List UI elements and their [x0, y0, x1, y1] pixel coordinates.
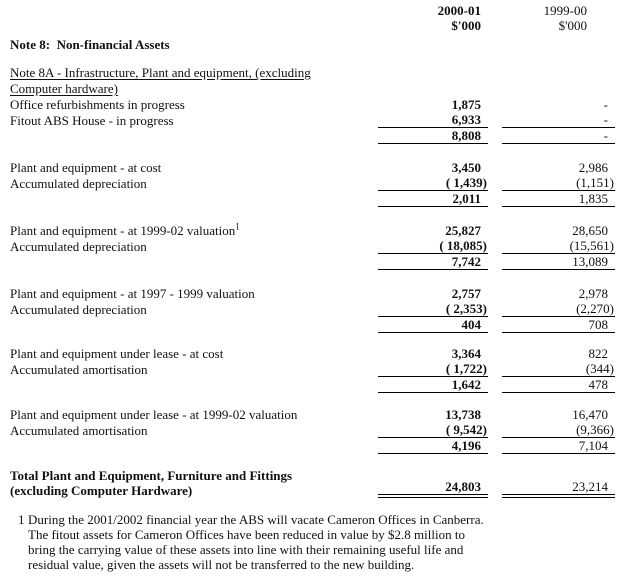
- value-2000-01: ( 18,085): [378, 238, 488, 254]
- subtotal-row: [10, 438, 615, 454]
- value-1999-00: 2,986: [578, 160, 608, 175]
- value-2000-01: 3,364: [451, 346, 481, 361]
- subtotal-2000-01: 2,011: [378, 191, 488, 207]
- row-label: Accumulated amortisation: [10, 423, 148, 438]
- value-1999-00: -: [502, 112, 615, 128]
- table-row: [10, 175, 615, 191]
- footnote-line: bring the carrying value of these assets into line with their remaining useful life and: [28, 542, 464, 557]
- table-row: [10, 422, 615, 438]
- grand-total-1999-00: 23,214: [502, 479, 615, 498]
- value-2000-01: 25,827: [445, 223, 481, 238]
- row-label: Plant and equipment under lease - at cost: [10, 346, 224, 361]
- value-2000-01: 1,875: [451, 97, 481, 112]
- value-1999-00: 822: [588, 346, 608, 361]
- spacer: [10, 333, 615, 346]
- table-row: [10, 361, 615, 377]
- row-label: [10, 223, 378, 238]
- column-header-2000-01: 2000-01: [437, 3, 481, 18]
- spacer: [10, 498, 615, 512]
- footnote-line: The fitout assets for Cameron Offices have been reduced in value by $2.8 million to: [28, 527, 465, 542]
- grand-total-row: [10, 468, 615, 498]
- subnote-heading-line2: Computer hardware): [10, 81, 118, 96]
- grand-total-label: [10, 468, 378, 498]
- table-row: [10, 223, 615, 238]
- row-label: Plant and equipment - at 1997 - 1999 valuation: [10, 286, 255, 301]
- subtotal-2000-01: 4,196: [378, 438, 488, 454]
- value-1999-00: (344): [502, 361, 615, 377]
- row-label: Accumulated amortisation: [10, 362, 148, 377]
- subtotal-row: [10, 254, 615, 270]
- subtotal-1999-00: -: [502, 128, 615, 144]
- value-2000-01: ( 9,542): [378, 422, 488, 438]
- column-unit-1999-00: $'000: [558, 18, 587, 33]
- subtotal-1999-00: 708: [502, 317, 615, 333]
- value-1999-00: 2,978: [578, 286, 608, 301]
- value-2000-01: ( 1,722): [378, 361, 488, 377]
- footnote-text: [28, 512, 615, 572]
- value-1999-00: 16,470: [572, 407, 608, 422]
- table-row: [10, 97, 615, 112]
- table-row: [10, 160, 615, 175]
- row-label: Accumulated depreciation: [10, 176, 147, 191]
- value-1999-00: (15,561): [502, 238, 615, 254]
- subtotal-2000-01: 7,742: [378, 254, 488, 270]
- subtotal-1999-00: 13,089: [502, 254, 615, 270]
- footnote-reference: 1: [235, 221, 240, 232]
- value-1999-00: (2,270): [502, 301, 615, 317]
- column-unit-2000-01: $'000: [451, 18, 481, 33]
- table-row: [10, 301, 615, 317]
- value-2000-01: ( 2,353): [378, 301, 488, 317]
- subtotal-row: [10, 317, 615, 333]
- subtotal-2000-01: 404: [378, 317, 488, 333]
- column-header-1999-00: 1999-00: [543, 3, 587, 18]
- subtotal-1999-00: 7,104: [502, 438, 615, 454]
- value-2000-01: 13,738: [445, 407, 481, 422]
- footnote-line: residual value, given the assets will not be transferred to the new building.: [28, 557, 415, 572]
- subtotal-2000-01: 1,642: [378, 377, 488, 393]
- row-label: Plant and equipment - at cost: [10, 160, 162, 175]
- subtotal-row: [10, 377, 615, 393]
- subtotal-row: [10, 128, 615, 144]
- value-1999-00: -: [603, 97, 608, 112]
- table-row: [10, 238, 615, 254]
- spacer: [10, 207, 615, 223]
- subtotal-2000-01: 8,808: [378, 128, 488, 144]
- value-1999-00: (1,151): [502, 175, 615, 191]
- spacer: [10, 53, 615, 65]
- subnote-heading-line1: Note 8A - Infrastructure, Plant and equipment, (excluding: [10, 65, 311, 80]
- row-label: Office refurbishments in progress: [10, 97, 185, 112]
- footnote-marker: 1: [18, 512, 25, 527]
- spacer: [10, 270, 615, 286]
- note-title: Note 8: Non-financial Assets: [10, 37, 170, 52]
- subtotal-1999-00: 478: [502, 377, 615, 393]
- table-row: [10, 407, 615, 422]
- table-row: [10, 346, 615, 361]
- row-label: Accumulated depreciation: [10, 302, 147, 317]
- column-header-unit-row: [10, 18, 615, 33]
- row-label: Accumulated depreciation: [10, 239, 147, 254]
- spacer: [10, 144, 615, 160]
- value-1999-00: 28,650: [572, 223, 608, 238]
- value-2000-01: 3,450: [451, 160, 481, 175]
- subtotal-1999-00: 1,835: [502, 191, 615, 207]
- value-2000-01: 2,757: [451, 286, 481, 301]
- footnote-line: During the 2001/2002 financial year the ABS will vacate Cameron Offices in Canberra.: [28, 512, 484, 527]
- spacer: [10, 454, 615, 468]
- footnote: [18, 512, 615, 572]
- row-label: Plant and equipment under lease - at 1999-02 valuation: [10, 407, 298, 422]
- column-header-year-row: [10, 3, 615, 18]
- grand-total-2000-01: 24,803: [378, 479, 488, 498]
- grand-total-label-line1: Total Plant and Equipment, Furniture and Fittings: [10, 468, 293, 483]
- spacer: [10, 393, 615, 407]
- grand-total-label-line2: (excluding Computer Hardware): [10, 483, 193, 498]
- row-label-text: Plant and equipment - at 1999-02 valuation: [10, 223, 236, 238]
- table-row: [10, 112, 615, 128]
- subnote-heading: [10, 65, 615, 97]
- value-1999-00: (9,366): [502, 422, 615, 438]
- row-label: Fitout ABS House - in progress: [10, 113, 174, 128]
- subtotal-row: [10, 191, 615, 207]
- value-2000-01: ( 1,439): [378, 175, 488, 191]
- value-2000-01: 6,933: [378, 112, 488, 128]
- table-row: [10, 286, 615, 301]
